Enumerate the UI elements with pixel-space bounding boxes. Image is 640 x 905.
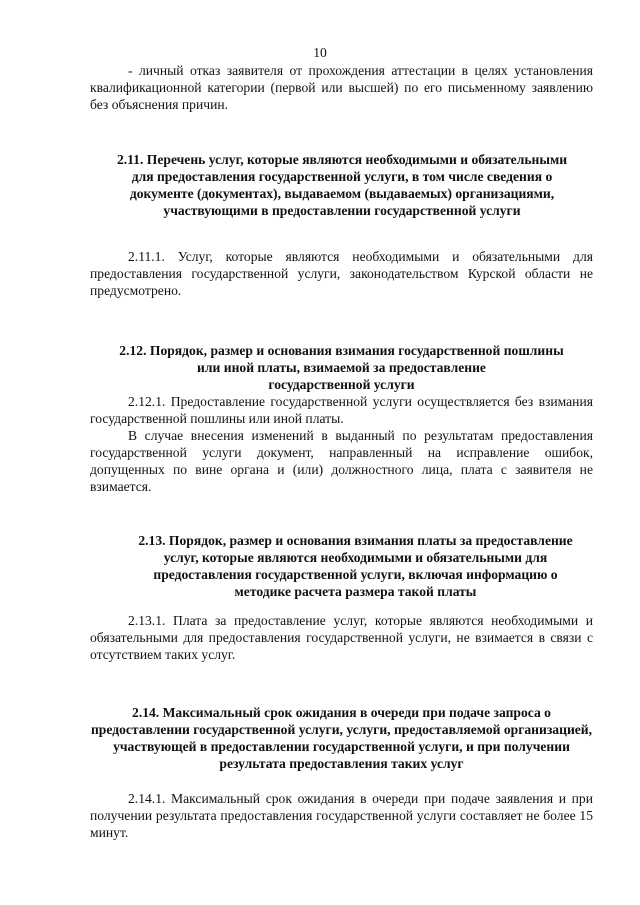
section-2-12-paragraph-1: 2.12.1. Предоставление государственной услуги осуществляется без взимания государственной пошлины или иной платы. bbox=[90, 394, 593, 426]
section-2-12-heading bbox=[90, 342, 593, 393]
section-2-11-heading: 2.11. Перечень услуг, которые являются необходимыми и обязательными для предоставления государственной услуги, в том числе сведения о документе (документах), выдаваемом (выдаваемых) организациями, участвующими в предоставлении государственной услуги bbox=[116, 152, 568, 218]
section-2-13-paragraph-1: 2.13.1. Плата за предоставление услуг, которые являются необходимыми и обязательными для предоставления государственной услуги, не взимается в связи с отсутствием таких услуг. bbox=[90, 613, 593, 662]
section-2-12-heading-line-1: 2.12. Порядок, размер и основания взимания государственной пошлины bbox=[119, 343, 564, 358]
section-2-14-heading: 2.14. Максимальный срок ожидания в очереди при подаче запроса о предоставлении государственной услуги, услуги, предоставляемой организацией, участвующей в предоставлении государственной услуги, и при получении результата предоставления таких услуг bbox=[90, 705, 593, 771]
section-2-14-paragraph-1: 2.14.1. Максимальный срок ожидания в очереди при подаче заявления и при получении результата предоставления государственной услуги составляет не более 15 минут. bbox=[90, 791, 593, 840]
section-2-12-heading-line-2: или иной платы, взимаемой за предоставление bbox=[197, 360, 486, 375]
section-2-12-heading-line-3: государственной услуги bbox=[268, 377, 415, 392]
intro-paragraph: - личный отказ заявителя от прохождения аттестации в целях установления квалификационной категории (первой или высшей) по его письменному заявлению без объяснения причин. bbox=[90, 63, 593, 112]
section-2-12-paragraph-2: В случае внесения изменений в выданный по результатам предоставления государственной услуги документ, направленный на исправление ошибок, допущенных по вине органа и (или) должностного лица, плата с заявителя не взимается. bbox=[90, 428, 593, 494]
section-2-13-heading: 2.13. Порядок, размер и основания взимания платы за предоставление услуг, которые являются необходимыми и обязательными для предоставления государственной услуги, включая информацию о методике расчета размера такой платы bbox=[138, 533, 573, 599]
page-number: 10 bbox=[313, 45, 327, 60]
section-2-11-paragraph-1: 2.11.1. Услуг, которые являются необходимыми и обязательными для предоставления государственной услуги, законодательством Курской области не предусмотрено. bbox=[90, 249, 593, 298]
